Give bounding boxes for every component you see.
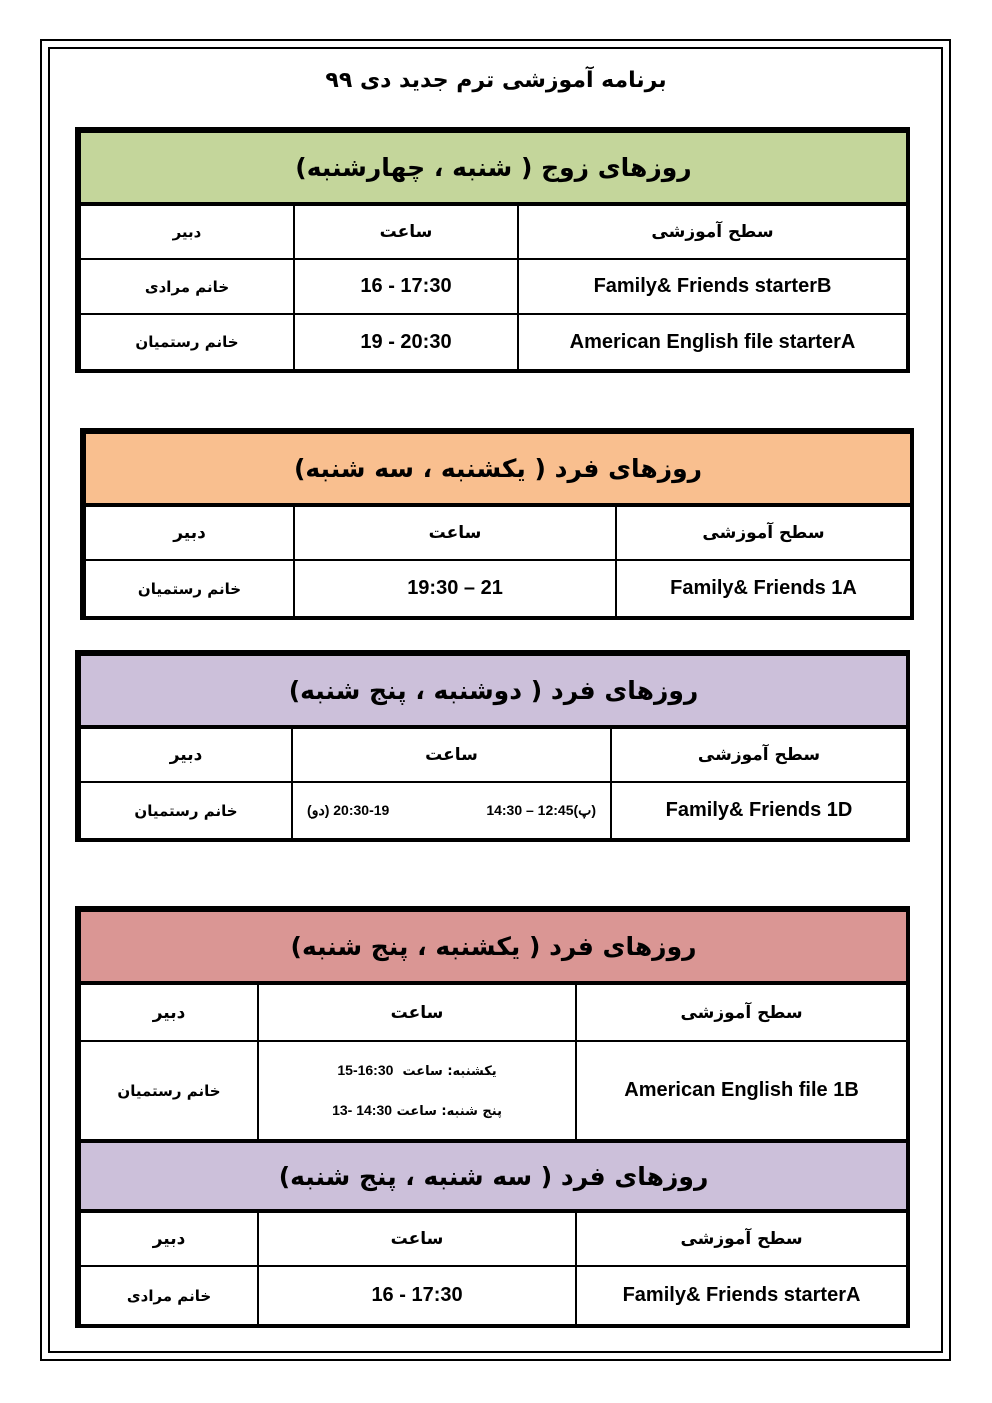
teacher-name: خانم رستمیان — [80, 782, 292, 839]
class-time: 16 - 17:30 — [294, 259, 518, 314]
teacher-name: خانم مرادی — [80, 1266, 258, 1325]
class-time-part: 14:30 – 12:45(پ) — [486, 802, 597, 818]
schedule-block-odd-days-3 — [75, 906, 910, 1328]
teacher-name: خانم رستمیان — [80, 314, 294, 370]
course-level: American English file 1B — [576, 1041, 907, 1141]
block-heading: روزهای فرد ( یکشنبه ، سه شنبه) — [85, 433, 911, 505]
class-time-part: (دو) 19-20:30 — [307, 802, 390, 818]
course-level: Family& Friends starterB — [518, 259, 907, 314]
course-level: Family& Friends 1D — [611, 782, 907, 839]
column-header-time: ساعت — [258, 1211, 576, 1266]
class-time: 16 - 17:30 — [258, 1266, 576, 1325]
teacher-name: خانم رستمیان — [80, 1041, 258, 1141]
column-header-level: سطح آموزشی — [576, 983, 907, 1041]
schedule-block-odd-days-1 — [80, 428, 914, 620]
column-header-time: ساعت — [292, 727, 611, 782]
column-header-level: سطح آموزشی — [611, 727, 907, 782]
schedule-block-even-days — [75, 127, 910, 373]
column-header-level: سطح آموزشی — [518, 204, 907, 259]
teacher-name: خانم مرادی — [80, 259, 294, 314]
column-header-teacher: دبیر — [80, 204, 294, 259]
day-label: پنج شنبه: ساعت — [396, 1103, 502, 1119]
course-level: American English file starterA — [518, 314, 907, 370]
course-level: Family& Friends 1A — [616, 560, 911, 617]
block-heading: روزهای فرد ( سه شنبه ، پنج شنبه) — [80, 1141, 907, 1211]
column-header-teacher: دبیر — [80, 727, 292, 782]
class-time — [292, 782, 611, 839]
column-header-teacher: دبیر — [80, 1211, 258, 1266]
column-header-teacher: دبیر — [85, 505, 294, 560]
day-label: یکشنبه: ساعت — [402, 1064, 497, 1080]
time-value: 15-16:30 — [337, 1062, 394, 1079]
teacher-name: خانم رستمیان — [85, 560, 294, 617]
column-header-teacher: دبیر — [80, 983, 258, 1041]
column-header-time: ساعت — [294, 204, 518, 259]
course-level: Family& Friends starterA — [576, 1266, 907, 1325]
class-time: 19 - 20:30 — [294, 314, 518, 370]
time-value: 13- 14:30 — [332, 1101, 393, 1118]
column-header-level: سطح آموزشی — [616, 505, 911, 560]
column-header-time: ساعت — [258, 983, 576, 1041]
schedule-block-odd-days-2 — [75, 650, 910, 842]
page-title: برنامه آموزشی ترم جدید دی ۹۹ — [325, 68, 667, 93]
class-time — [258, 1041, 576, 1141]
column-header-level: سطح آموزشی — [576, 1211, 907, 1266]
class-time: 19:30 – 21 — [294, 560, 616, 617]
column-header-time: ساعت — [294, 505, 616, 560]
block-heading: روزهای زوج ( شنبه ، چهارشنبه) — [80, 132, 907, 204]
block-heading: روزهای فرد ( دوشنبه ، پنج شنبه) — [80, 655, 907, 727]
block-heading: روزهای فرد ( یکشنبه ، پنج شنبه) — [80, 911, 907, 983]
